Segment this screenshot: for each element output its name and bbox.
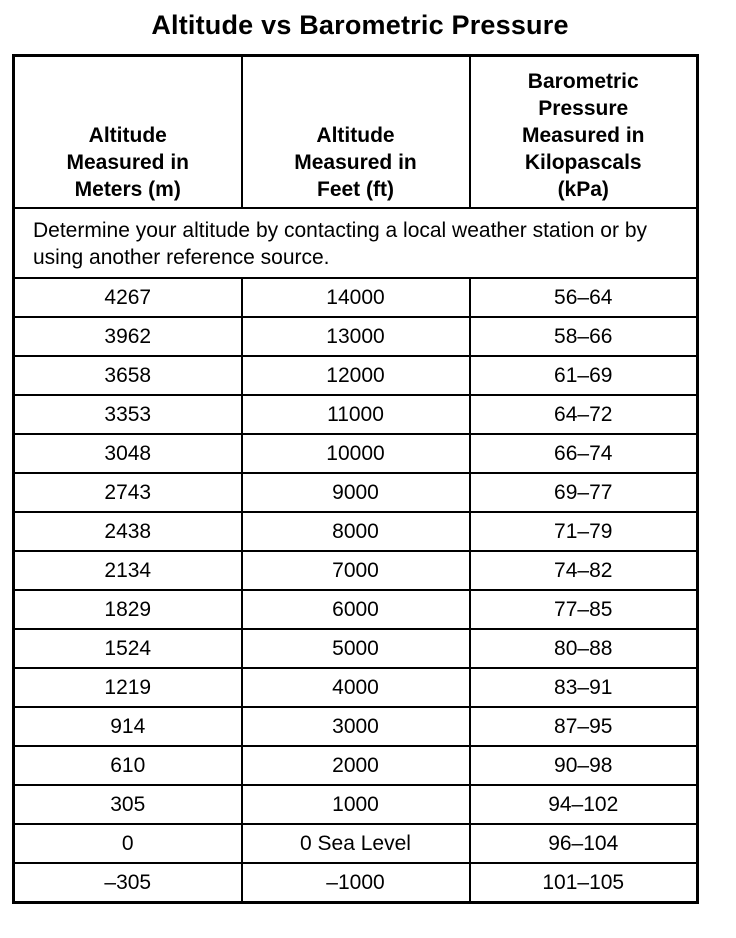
- note-row: [14, 208, 698, 278]
- feet-cell: 13000: [242, 317, 470, 356]
- header-line: Feet (ft): [317, 178, 394, 201]
- table-row: [14, 824, 698, 863]
- pressure-cell: 87–95: [470, 707, 698, 746]
- header-row: [14, 56, 698, 209]
- table-row: [14, 551, 698, 590]
- header-line: Meters (m): [74, 178, 181, 201]
- feet-cell: 11000: [242, 395, 470, 434]
- pressure-cell: 77–85: [470, 590, 698, 629]
- feet-cell: 9000: [242, 473, 470, 512]
- feet-cell: –1000: [242, 863, 470, 903]
- header-pressure: [470, 56, 698, 209]
- table-row: [14, 317, 698, 356]
- feet-cell: 6000: [242, 590, 470, 629]
- feet-cell: 7000: [242, 551, 470, 590]
- pressure-cell: 71–79: [470, 512, 698, 551]
- feet-cell: 4000: [242, 668, 470, 707]
- table-row: [14, 590, 698, 629]
- pressure-cell: 58–66: [470, 317, 698, 356]
- meters-cell: 1219: [14, 668, 242, 707]
- pressure-cell: 80–88: [470, 629, 698, 668]
- meters-cell: 305: [14, 785, 242, 824]
- meters-cell: 2438: [14, 512, 242, 551]
- feet-cell: 2000: [242, 746, 470, 785]
- table-row: [14, 746, 698, 785]
- header-meters: [14, 56, 242, 209]
- pressure-cell: 101–105: [470, 863, 698, 903]
- table-row: [14, 473, 698, 512]
- table-row: [14, 668, 698, 707]
- pressure-cell: 94–102: [470, 785, 698, 824]
- header-line: Pressure: [538, 97, 629, 120]
- header-line: Barometric: [527, 70, 639, 93]
- header-line: Altitude: [88, 124, 167, 147]
- feet-cell: 10000: [242, 434, 470, 473]
- table-row: [14, 512, 698, 551]
- meters-cell: –305: [14, 863, 242, 903]
- meters-cell: 4267: [14, 278, 242, 317]
- meters-cell: 3353: [14, 395, 242, 434]
- feet-cell: 1000: [242, 785, 470, 824]
- header-line: Kilopascals: [524, 151, 642, 174]
- feet-cell: 3000: [242, 707, 470, 746]
- pressure-cell: 61–69: [470, 356, 698, 395]
- meters-cell: 3962: [14, 317, 242, 356]
- table-row: [14, 395, 698, 434]
- meters-cell: 1524: [14, 629, 242, 668]
- feet-cell: 0 Sea Level: [242, 824, 470, 863]
- feet-cell: 8000: [242, 512, 470, 551]
- note-text: Determine your altitude by contacting a local weather station or by using another reference source.: [14, 208, 698, 278]
- meters-cell: 1829: [14, 590, 242, 629]
- meters-cell: 2743: [14, 473, 242, 512]
- pressure-cell: 83–91: [470, 668, 698, 707]
- table-row: [14, 629, 698, 668]
- table-row: [14, 707, 698, 746]
- header-line: Measured in: [521, 124, 645, 147]
- feet-cell: 12000: [242, 356, 470, 395]
- header-line: Measured in: [294, 151, 417, 174]
- pressure-cell: 64–72: [470, 395, 698, 434]
- feet-cell: 14000: [242, 278, 470, 317]
- pressure-cell: 66–74: [470, 434, 698, 473]
- pressure-cell: 96–104: [470, 824, 698, 863]
- meters-cell: 3658: [14, 356, 242, 395]
- meters-cell: 0: [14, 824, 242, 863]
- altitude-pressure-table: [12, 54, 699, 904]
- meters-cell: 2134: [14, 551, 242, 590]
- pressure-cell: 90–98: [470, 746, 698, 785]
- meters-cell: 914: [14, 707, 242, 746]
- header-feet: [242, 56, 470, 209]
- header-line: (kPa): [557, 178, 609, 201]
- table-row: [14, 278, 698, 317]
- table-row: [14, 785, 698, 824]
- header-line: Altitude: [316, 124, 395, 147]
- pressure-cell: 56–64: [470, 278, 698, 317]
- meters-cell: 3048: [14, 434, 242, 473]
- page-title: Altitude vs Barometric Pressure: [151, 10, 569, 40]
- pressure-cell: 74–82: [470, 551, 698, 590]
- table-row: [14, 434, 698, 473]
- feet-cell: 5000: [242, 629, 470, 668]
- meters-cell: 610: [14, 746, 242, 785]
- pressure-cell: 69–77: [470, 473, 698, 512]
- table-row: [14, 356, 698, 395]
- header-line: Measured in: [66, 151, 190, 174]
- table-row: [14, 863, 698, 903]
